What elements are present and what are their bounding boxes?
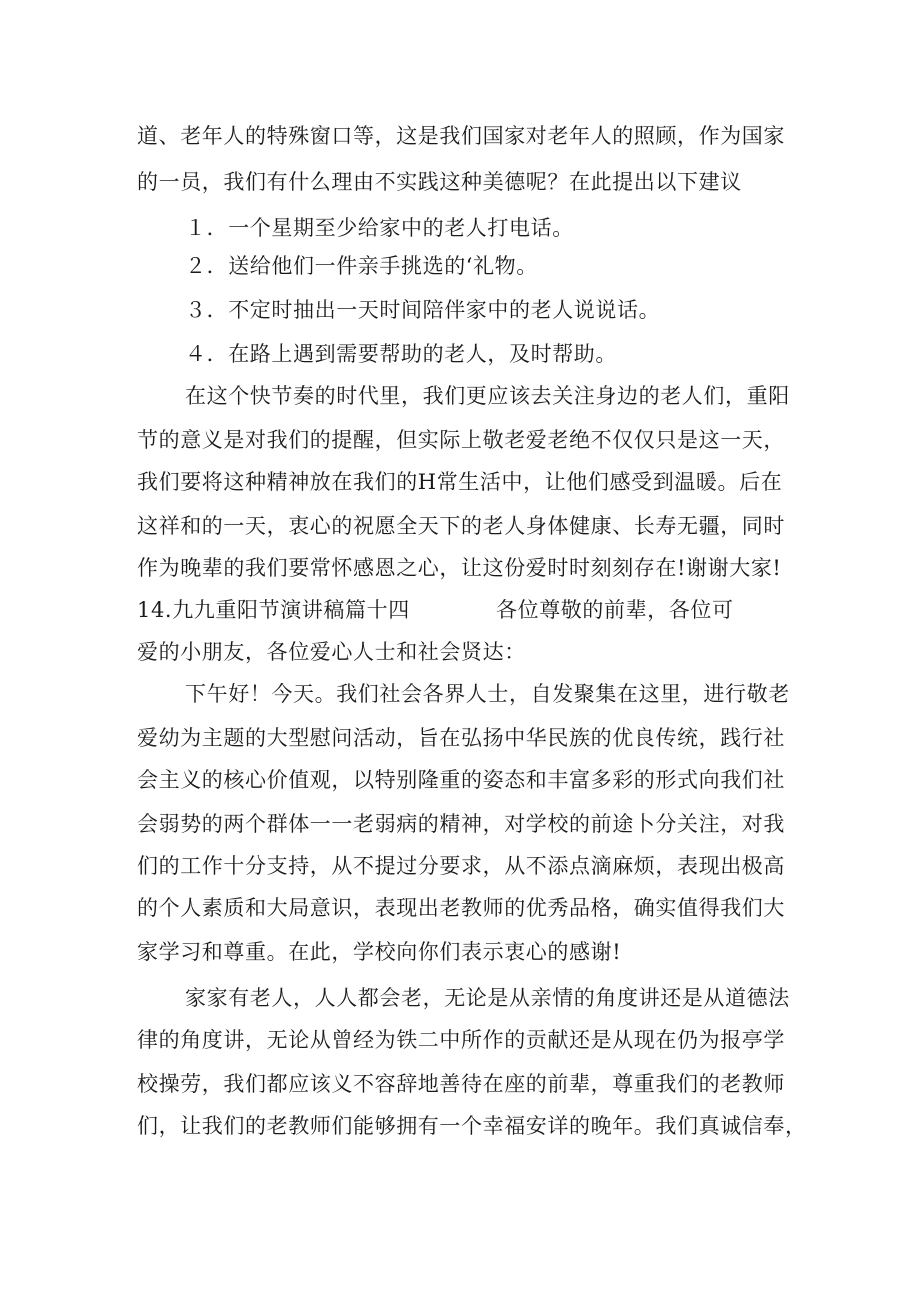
text-line: 下午好！今天。我们社会各界人士，自发聚集在这里，进行敬老 [185, 682, 790, 706]
greeting-text: 各位尊敬的前辈，各位可 [496, 598, 734, 622]
text-line: 这祥和的一天，衷心的祝愿全天下的老人身体健康、长寿无疆，同时 [137, 514, 785, 538]
suggestion-item: ３．不定时抽出一天时间陪伴家中的老人说说话。 [185, 298, 661, 322]
text-line: 爱幼为主题的大型慰问活动，旨在弘扬中华民族的优良传统，践行社 [137, 726, 785, 750]
text-line: 我们要将这种精神放在我们的H常生活中，让他们感受到温暖。后在 [137, 470, 783, 494]
text-line: 的一员，我们有什么理由不实践这种美德呢？在此提出以下建议 [137, 170, 742, 194]
text-line: 家学习和尊重。在此，学校向你们表示衷心的感谢! [137, 940, 622, 964]
suggestion-item: ４．在路上遇到需要帮助的老人，及时帮助。 [185, 342, 617, 366]
text-line: 节的意义是对我们的提醒，但实际上敬老爱老绝不仅仅只是这一天， [137, 428, 785, 452]
text-line: 家家有老人，人人都会老，无论是从亲情的角度讲还是从道德法 [185, 986, 790, 1010]
suggestion-item: １．一个星期至少给家中的老人打电话。 [185, 216, 574, 240]
section-heading: 14.九九重阳节演讲稿篇十四 [137, 598, 410, 622]
suggestion-item: ２．送给他们一件亲手挑选的‘礼物。 [185, 254, 538, 278]
greeting-text: 爱的小朋友，各位爱心人士和社会贤达： [137, 640, 526, 664]
text-line: 校操劳，我们都应该义不容辞地善待在座的前辈，尊重我们的老教师 [137, 1072, 785, 1096]
text-line: 在这个快节奏的时代里，我们更应该去关注身边的老人们，重阳 [185, 384, 790, 408]
text-line: 会主义的核心价值观，以特别隆重的姿态和丰富多彩的形式向我们社 [137, 768, 785, 792]
text-line: 律的角度讲，无论从曾经为铁二中所作的贡献还是从现在仍为报亭学 [137, 1028, 785, 1052]
text-line: 道、老年人的特殊窗口等，这是我们国家对老年人的照顾，作为国家 [137, 124, 785, 148]
text-line: 的个人素质和大局意识，表现出老教师的优秀品格，确实值得我们大 [137, 896, 785, 920]
text-line: 们，让我们的老教师们能够拥有一个幸福安详的晚年。我们真诚信奉， [137, 1114, 807, 1138]
text-line: 作为晚辈的我们要常怀感恩之心，让这份爱时时刻刻存在!谢谢大家! [137, 556, 782, 580]
text-line: 们的工作十分支持，从不提过分要求，从不添点滴麻烦，表现出极高 [137, 854, 785, 878]
text-line: 会弱势的两个群体一一老弱病的精神，对学校的前途卜分关注，对我 [137, 812, 785, 836]
